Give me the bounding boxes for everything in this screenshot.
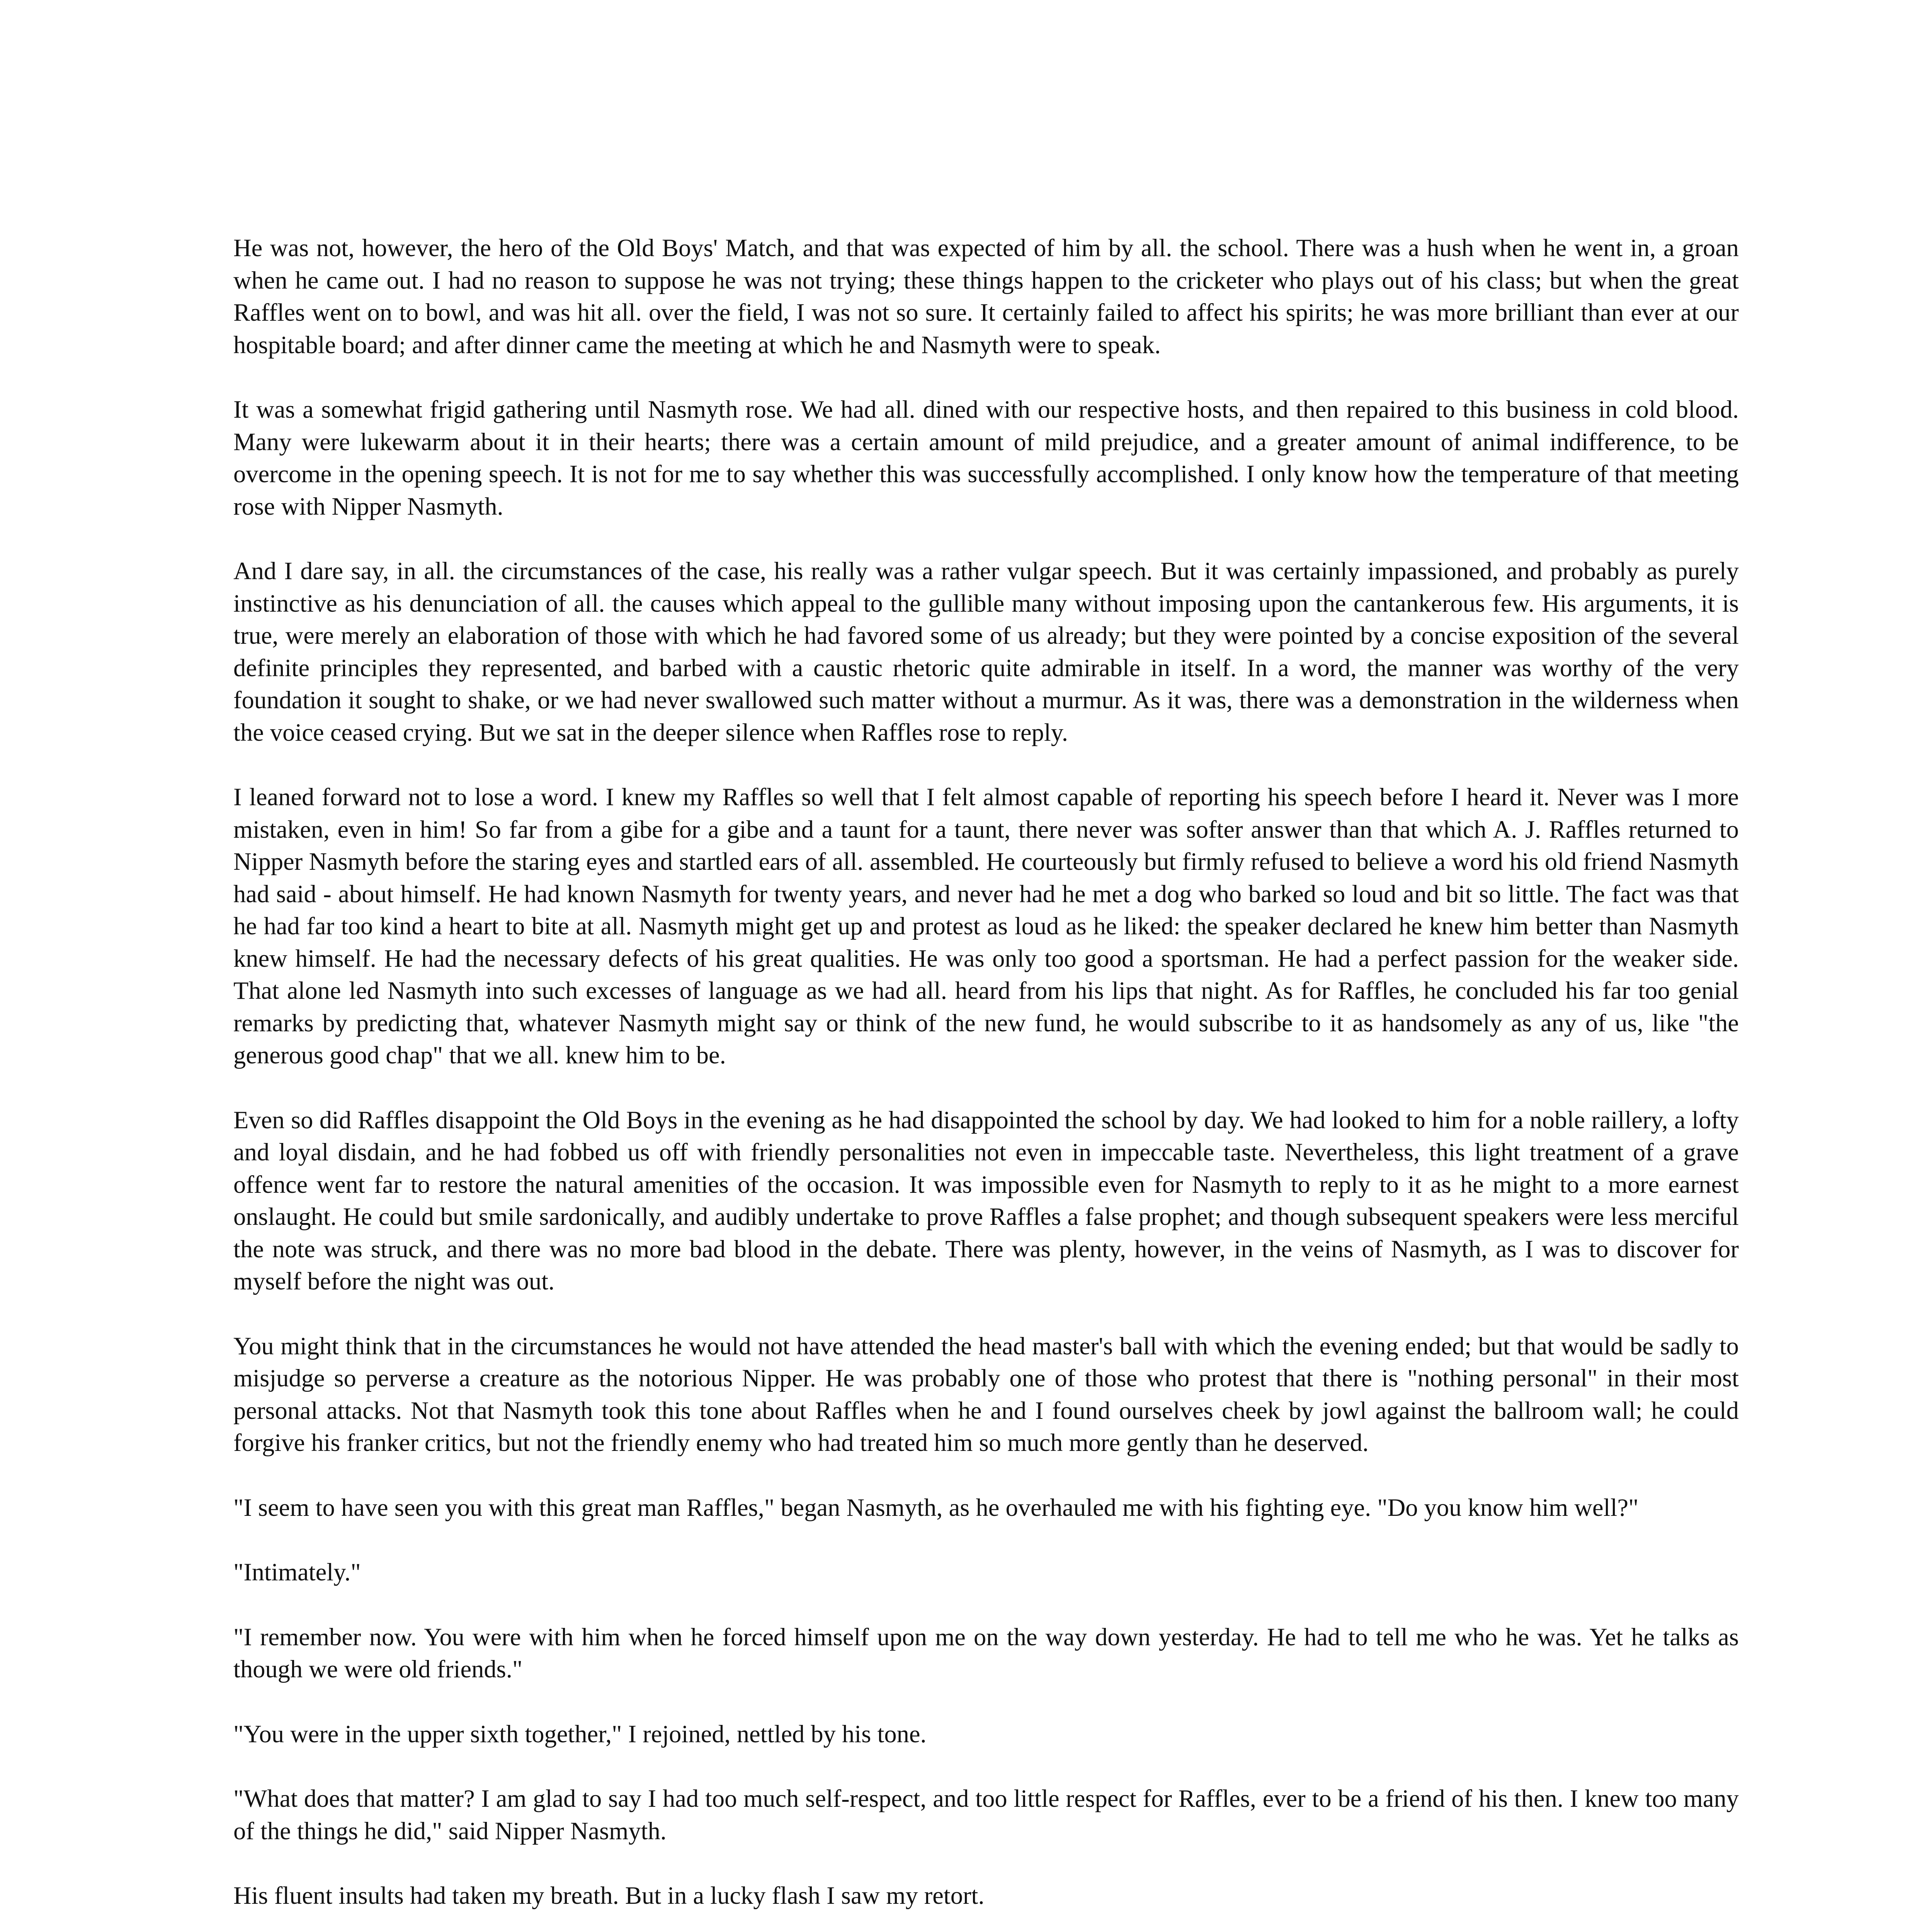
- paragraph: "What does that matter? I am glad to say I had too much self-respect, and too little respect for Raffles, ever to be a friend of his then. I knew too many of the things he did," said Nipper Nasmyth.: [233, 1785, 1739, 1845]
- paragraph: He was not, however, the hero of the Old Boys' Match, and that was expected of him by all. the school. There was a hush when he went in, a groan when he came out. I had no reason to suppose he was not trying; these things happen to the cricketer who plays out of his class; but when the great Raffles went on to bowl, and was hit all. over the field, I was not so sure. It certainly failed to affect his spirits; he was more brilliant than ever at our hospitable board; and after dinner came the meeting at which he and Nasmyth were to speak.: [233, 234, 1739, 359]
- paragraph: You might think that in the circumstances he would not have attended the head master's ball with which the evening ended; but that would be sadly to misjudge so perverse a creature as the notorious Nipper. He was probably one of those who protest that there is "nothing personal" in their most personal attacks. Not that Nasmyth took this tone about Raffles when he and I found ourselves cheek by jowl against the ballroom wall; he could forgive his franker critics, but not the friendly enemy who had treated him so much more gently than he deserved.: [233, 1332, 1739, 1456]
- paragraph: "I remember now. You were with him when he forced himself upon me on the way down yesterday. He had to tell me who he was. Yet he talks as though we were old friends.": [233, 1623, 1739, 1683]
- paragraph: "You were in the upper sixth together," I rejoined, nettled by his tone.: [233, 1720, 927, 1748]
- paragraph: It was a somewhat frigid gathering until Nasmyth rose. We had all. dined with our respective hosts, and then repaired to this business in cold blood. Many were lukewarm about it in their hearts; there was a certain amount of mild prejudice, and a greater amount of animal indifference, to be overcome in the opening speech. It is not for me to say whether this was successfully accomplished. I only know how the temperature of that meeting rose with Nipper Nasmyth.: [233, 396, 1739, 520]
- paragraph: His fluent insults had taken my breath. But in a lucky flash I saw my retort.: [233, 1882, 985, 1909]
- paragraph: And I dare say, in all. the circumstances of the case, his really was a rather vulgar speech. But it was certainly impassioned, and probably as purely instinctive as his denunciation of all. the causes which appeal to the gullible many without imposing upon the cantankerous few. His arguments, it is true, were merely an elaboration of those with which he had favored some of us already; but they were pointed by a concise exposition of the several definite principles they represented, and barbed with a caustic rhetoric quite admirable in itself. In a word, the manner was worthy of the very foundation it sought to shake, or we had never swallowed such matter without a murmur. As it was, there was a demonstration in the wilderness when the voice ceased crying. But we sat in the deeper silence when Raffles rose to reply.: [233, 557, 1739, 746]
- paragraph: "I seem to have seen you with this great man Raffles," began Nasmyth, as he overhauled me with his fighting eye. "Do you know him well?": [233, 1493, 1639, 1521]
- paragraph: "Intimately.": [233, 1558, 361, 1586]
- paragraph: I leaned forward not to lose a word. I knew my Raffles so well that I felt almost capable of reporting his speech before I heard it. Never was I more mistaken, even in him! So far from a gibe for a gibe and a taunt for a taunt, there never was softer answer than that which A. J. Raffles returned to Nipper Nasmyth before the staring eyes and startled ears of all. assembled. He courteously but firmly refused to believe a word his old friend Nasmyth had said - about himself. He had known Nasmyth for twenty years, and never had he met a dog who barked so loud and bit so little. The fact was that he had far too kind a heart to bite at all. Nasmyth might get up and protest as loud as he liked: the speaker declared he knew him better than Nasmyth knew himself. He had the necessary defects of his great qualities. He was only too good a sportsman. He had a perfect passion for the weaker side. That alone led Nasmyth into such excesses of language as we had all. heard from his lips that night. As for Raffles, he concluded his far too genial remarks by predicting that, whatever Nasmyth might say or think of the new fund, he would subscribe to it as handsomely as any of us, like "the generous good chap" that we all. knew him to be.: [233, 783, 1739, 1069]
- text-column: [233, 232, 1739, 1932]
- paragraph: Even so did Raffles disappoint the Old Boys in the evening as he had disappointed the school by day. We had looked to him for a noble raillery, a lofty and loyal disdain, and he had fobbed us off with friendly personalities not even in impeccable taste. Nevertheless, this light treatment of a grave offence went far to restore the natural amenities of the occasion. It was impossible even for Nasmyth to reply to it as he might to a more earnest onslaught. He could but smile sardonically, and audibly undertake to prove Raffles a false prophet; and though subsequent speakers were less merciful the note was struck, and there was no more bad blood in the debate. There was plenty, however, in the veins of Nasmyth, as I was to discover for myself before the night was out.: [233, 1106, 1739, 1295]
